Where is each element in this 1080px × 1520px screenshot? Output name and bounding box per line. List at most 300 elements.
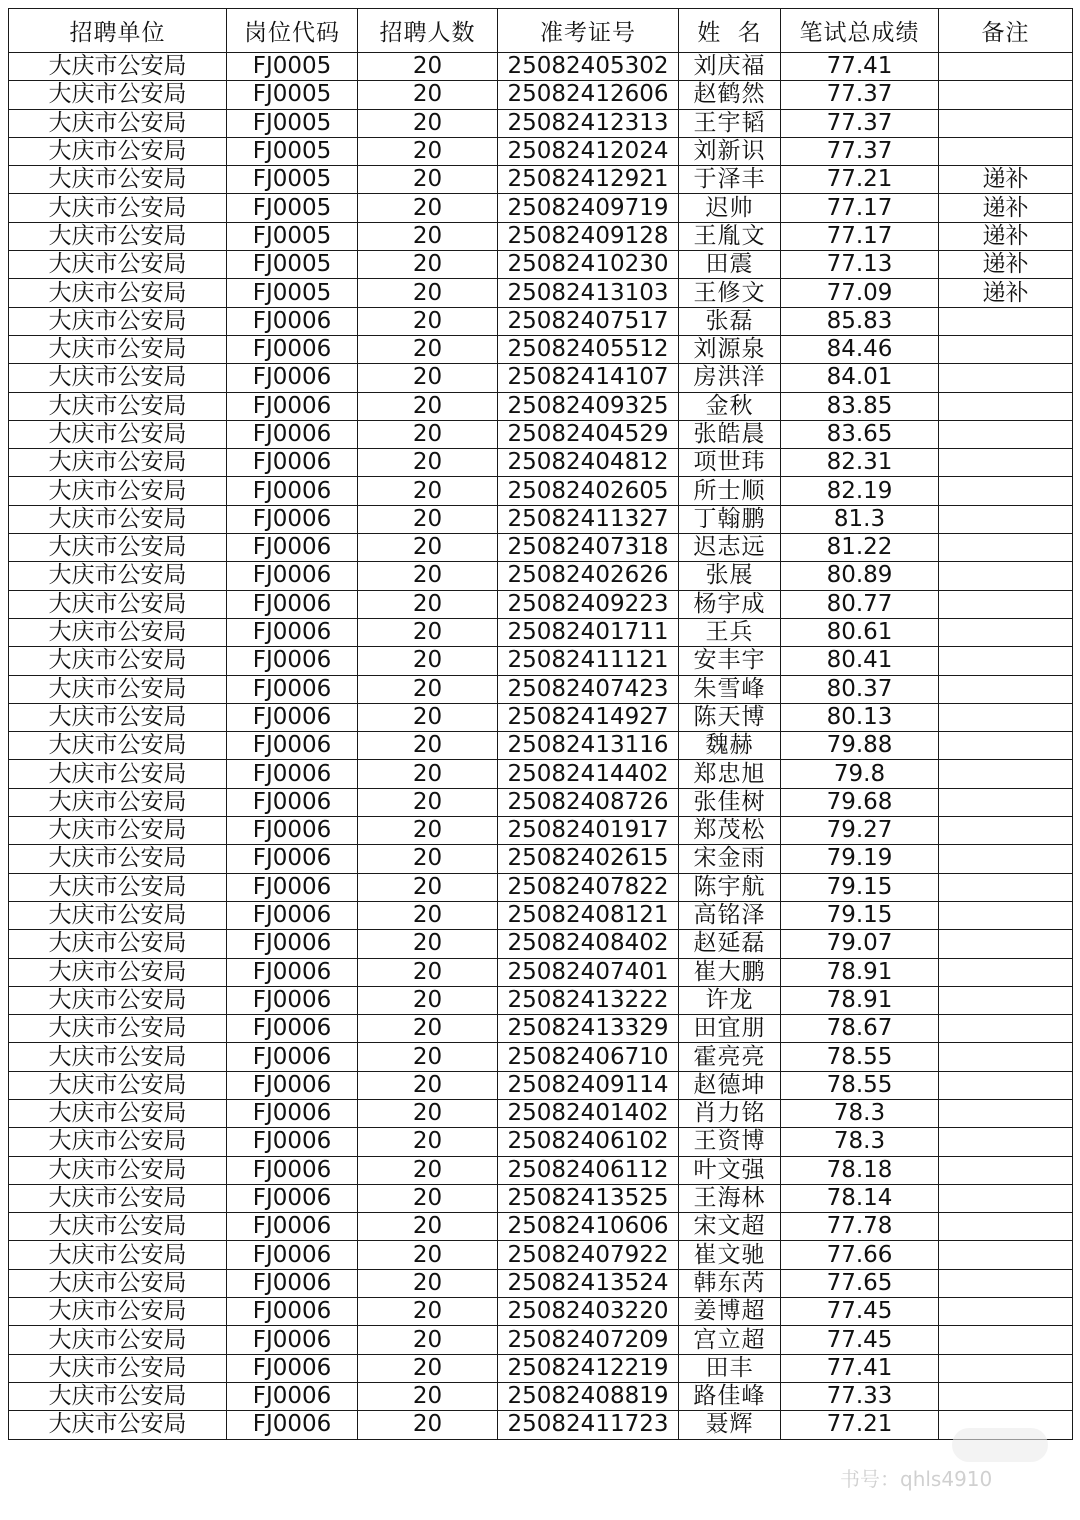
table-row [9, 1411, 1073, 1439]
cell-position-code: FJ0006 [227, 703, 358, 731]
cell-position-code: FJ0006 [227, 307, 358, 335]
cell-position-code: FJ0006 [227, 1184, 358, 1212]
header-admission-number: 准考证号 [498, 9, 679, 53]
table-row [9, 251, 1073, 279]
cell-admission-number: 25082409223 [498, 590, 679, 618]
cell-position-code: FJ0006 [227, 534, 358, 562]
cell-employer: 大庆市公安局 [9, 392, 227, 420]
table-row [9, 279, 1073, 307]
cell-remark [939, 1326, 1073, 1354]
cell-name: 杨宇成 [679, 590, 781, 618]
cell-admission-number: 25082409128 [498, 222, 679, 250]
cell-remark: 递补 [939, 222, 1073, 250]
cell-position-code: FJ0005 [227, 222, 358, 250]
cell-written-score: 80.13 [781, 703, 939, 731]
cell-remark [939, 1354, 1073, 1382]
cell-admission-number: 25082412921 [498, 166, 679, 194]
cell-hiring-count: 20 [358, 1015, 498, 1043]
cell-admission-number: 25082401402 [498, 1099, 679, 1127]
cell-hiring-count: 20 [358, 194, 498, 222]
cell-admission-number: 25082407209 [498, 1326, 679, 1354]
cell-employer: 大庆市公安局 [9, 675, 227, 703]
cell-written-score: 77.41 [781, 1354, 939, 1382]
cell-hiring-count: 20 [358, 1298, 498, 1326]
cell-position-code: FJ0006 [227, 1241, 358, 1269]
cell-name: 项世玮 [679, 449, 781, 477]
table-row [9, 1099, 1073, 1127]
cell-hiring-count: 20 [358, 760, 498, 788]
cell-admission-number: 25082411723 [498, 1411, 679, 1439]
cell-admission-number: 25082402605 [498, 477, 679, 505]
table-row [9, 703, 1073, 731]
cell-position-code: FJ0006 [227, 760, 358, 788]
cell-name: 赵鹤然 [679, 81, 781, 109]
table-row [9, 137, 1073, 165]
cell-written-score: 77.45 [781, 1326, 939, 1354]
cell-hiring-count: 20 [358, 1269, 498, 1297]
table-row [9, 53, 1073, 81]
cell-hiring-count: 20 [358, 1354, 498, 1382]
cell-position-code: FJ0006 [227, 477, 358, 505]
cell-position-code: FJ0005 [227, 53, 358, 81]
cell-position-code: FJ0006 [227, 1382, 358, 1410]
cell-remark [939, 1269, 1073, 1297]
cell-hiring-count: 20 [358, 222, 498, 250]
table-row [9, 562, 1073, 590]
cell-position-code: FJ0006 [227, 449, 358, 477]
cell-position-code: FJ0006 [227, 1298, 358, 1326]
cell-name: 张皓晨 [679, 420, 781, 448]
cell-employer: 大庆市公安局 [9, 1099, 227, 1127]
cell-name: 宫立超 [679, 1326, 781, 1354]
cell-hiring-count: 20 [358, 81, 498, 109]
cell-hiring-count: 20 [358, 364, 498, 392]
cell-written-score: 80.61 [781, 618, 939, 646]
cell-name: 郑茂松 [679, 817, 781, 845]
cell-remark [939, 845, 1073, 873]
table-row [9, 109, 1073, 137]
cell-written-score: 85.83 [781, 307, 939, 335]
cell-remark [939, 1071, 1073, 1099]
cell-remark [939, 53, 1073, 81]
cell-admission-number: 25082412024 [498, 137, 679, 165]
cell-name: 姜博超 [679, 1298, 781, 1326]
cell-written-score: 77.65 [781, 1269, 939, 1297]
cell-employer: 大庆市公安局 [9, 477, 227, 505]
cell-remark: 递补 [939, 194, 1073, 222]
cell-remark [939, 307, 1073, 335]
cell-employer: 大庆市公安局 [9, 1128, 227, 1156]
cell-position-code: FJ0006 [227, 590, 358, 618]
cell-admission-number: 25082407423 [498, 675, 679, 703]
cell-hiring-count: 20 [358, 703, 498, 731]
cell-position-code: FJ0005 [227, 279, 358, 307]
cell-written-score: 77.41 [781, 53, 939, 81]
cell-remark [939, 1043, 1073, 1071]
cell-written-score: 78.67 [781, 1015, 939, 1043]
cell-employer: 大庆市公安局 [9, 618, 227, 646]
cell-written-score: 77.17 [781, 194, 939, 222]
cell-remark [939, 732, 1073, 760]
cell-name: 房洪洋 [679, 364, 781, 392]
cell-written-score: 79.88 [781, 732, 939, 760]
cell-position-code: FJ0006 [227, 1043, 358, 1071]
cell-position-code: FJ0005 [227, 81, 358, 109]
watermark-text: 书号：qhls4910 [840, 1467, 993, 1491]
cell-employer: 大庆市公安局 [9, 1213, 227, 1241]
cell-admission-number: 25082402615 [498, 845, 679, 873]
cell-position-code: FJ0006 [227, 647, 358, 675]
table-row [9, 873, 1073, 901]
table-row [9, 449, 1073, 477]
cell-position-code: FJ0006 [227, 1156, 358, 1184]
cell-admission-number: 25082401711 [498, 618, 679, 646]
cell-written-score: 81.22 [781, 534, 939, 562]
cell-hiring-count: 20 [358, 251, 498, 279]
cell-written-score: 78.91 [781, 986, 939, 1014]
cell-employer: 大庆市公安局 [9, 1382, 227, 1410]
cell-hiring-count: 20 [358, 1128, 498, 1156]
cell-remark [939, 1298, 1073, 1326]
cell-hiring-count: 20 [358, 732, 498, 760]
cell-remark [939, 760, 1073, 788]
cell-name: 王资博 [679, 1128, 781, 1156]
cell-name: 霍亮亮 [679, 1043, 781, 1071]
cell-employer: 大庆市公安局 [9, 137, 227, 165]
table-row [9, 1269, 1073, 1297]
cell-admission-number: 25082407517 [498, 307, 679, 335]
cell-employer: 大庆市公安局 [9, 307, 227, 335]
cell-remark [939, 675, 1073, 703]
cell-remark: 递补 [939, 251, 1073, 279]
cell-written-score: 82.31 [781, 449, 939, 477]
cell-hiring-count: 20 [358, 618, 498, 646]
cell-hiring-count: 20 [358, 590, 498, 618]
cell-employer: 大庆市公安局 [9, 703, 227, 731]
cell-remark [939, 1382, 1073, 1410]
cell-written-score: 82.19 [781, 477, 939, 505]
cell-remark [939, 703, 1073, 731]
cell-written-score: 77.45 [781, 1298, 939, 1326]
cell-remark [939, 364, 1073, 392]
cell-name: 宋金雨 [679, 845, 781, 873]
cell-position-code: FJ0006 [227, 1099, 358, 1127]
cell-remark [939, 873, 1073, 901]
cell-position-code: FJ0006 [227, 1128, 358, 1156]
cell-remark [939, 109, 1073, 137]
cell-remark [939, 618, 1073, 646]
cell-employer: 大庆市公安局 [9, 534, 227, 562]
cell-remark [939, 1241, 1073, 1269]
cell-remark [939, 986, 1073, 1014]
cell-hiring-count: 20 [358, 392, 498, 420]
table-row [9, 1298, 1073, 1326]
cell-position-code: FJ0006 [227, 618, 358, 646]
table-row [9, 732, 1073, 760]
cell-remark [939, 1184, 1073, 1212]
cell-admission-number: 25082409325 [498, 392, 679, 420]
cell-hiring-count: 20 [358, 279, 498, 307]
table-row [9, 647, 1073, 675]
cell-position-code: FJ0006 [227, 986, 358, 1014]
cell-position-code: FJ0006 [227, 1015, 358, 1043]
cell-admission-number: 25082408121 [498, 901, 679, 929]
cell-hiring-count: 20 [358, 986, 498, 1014]
cell-name: 田丰 [679, 1354, 781, 1382]
cell-remark [939, 1099, 1073, 1127]
table-row [9, 222, 1073, 250]
cell-position-code: FJ0006 [227, 335, 358, 363]
cell-admission-number: 25082413329 [498, 1015, 679, 1043]
cell-employer: 大庆市公安局 [9, 1326, 227, 1354]
cell-name: 崔文驰 [679, 1241, 781, 1269]
header-employer: 招聘单位 [9, 9, 227, 53]
table-row [9, 1128, 1073, 1156]
cell-hiring-count: 20 [358, 307, 498, 335]
cell-name: 刘源泉 [679, 335, 781, 363]
cell-name: 许龙 [679, 986, 781, 1014]
cell-employer: 大庆市公安局 [9, 251, 227, 279]
cell-remark [939, 420, 1073, 448]
cell-written-score: 77.37 [781, 109, 939, 137]
cell-name: 刘庆福 [679, 53, 781, 81]
table-row [9, 930, 1073, 958]
cell-admission-number: 25082412606 [498, 81, 679, 109]
cell-employer: 大庆市公安局 [9, 53, 227, 81]
cell-written-score: 79.15 [781, 901, 939, 929]
cell-admission-number: 25082410230 [498, 251, 679, 279]
cell-admission-number: 25082407401 [498, 958, 679, 986]
cell-employer: 大庆市公安局 [9, 1184, 227, 1212]
cell-written-score: 79.27 [781, 817, 939, 845]
cell-employer: 大庆市公安局 [9, 420, 227, 448]
cell-admission-number: 25082413103 [498, 279, 679, 307]
cell-employer: 大庆市公安局 [9, 647, 227, 675]
cell-written-score: 77.37 [781, 137, 939, 165]
cell-admission-number: 25082409114 [498, 1071, 679, 1099]
cell-hiring-count: 20 [358, 817, 498, 845]
cell-name: 于泽丰 [679, 166, 781, 194]
cell-hiring-count: 20 [358, 958, 498, 986]
table-row [9, 1382, 1073, 1410]
cell-employer: 大庆市公安局 [9, 901, 227, 929]
cell-position-code: FJ0005 [227, 109, 358, 137]
cell-written-score: 79.07 [781, 930, 939, 958]
cell-admission-number: 25082414107 [498, 364, 679, 392]
cell-admission-number: 25082404529 [498, 420, 679, 448]
header-written-score: 笔试总成绩 [781, 9, 939, 53]
table-row [9, 845, 1073, 873]
cell-name: 王兵 [679, 618, 781, 646]
cell-remark [939, 1128, 1073, 1156]
cell-hiring-count: 20 [358, 420, 498, 448]
cell-admission-number: 25082408819 [498, 1382, 679, 1410]
table-row [9, 1184, 1073, 1212]
cell-position-code: FJ0005 [227, 166, 358, 194]
cell-admission-number: 25082414927 [498, 703, 679, 731]
cell-admission-number: 25082401917 [498, 817, 679, 845]
cell-position-code: FJ0005 [227, 251, 358, 279]
table-row [9, 1156, 1073, 1184]
cell-hiring-count: 20 [358, 1241, 498, 1269]
cell-remark [939, 449, 1073, 477]
cell-name: 安丰宇 [679, 647, 781, 675]
cell-remark [939, 335, 1073, 363]
cell-position-code: FJ0006 [227, 505, 358, 533]
header-position-code: 岗位代码 [227, 9, 358, 53]
table-row [9, 1241, 1073, 1269]
cell-written-score: 79.8 [781, 760, 939, 788]
cell-position-code: FJ0006 [227, 958, 358, 986]
table-row [9, 958, 1073, 986]
cell-remark [939, 505, 1073, 533]
cell-employer: 大庆市公安局 [9, 590, 227, 618]
cell-hiring-count: 20 [358, 335, 498, 363]
cell-admission-number: 25082413222 [498, 986, 679, 1014]
cell-hiring-count: 20 [358, 1156, 498, 1184]
cell-written-score: 78.14 [781, 1184, 939, 1212]
table-row [9, 335, 1073, 363]
cell-written-score: 80.41 [781, 647, 939, 675]
cell-written-score: 77.33 [781, 1382, 939, 1410]
cell-employer: 大庆市公安局 [9, 986, 227, 1014]
table-row [9, 817, 1073, 845]
cell-written-score: 77.13 [781, 251, 939, 279]
cell-position-code: FJ0006 [227, 1071, 358, 1099]
cell-name: 张磊 [679, 307, 781, 335]
cell-hiring-count: 20 [358, 166, 498, 194]
cell-written-score: 78.55 [781, 1071, 939, 1099]
cell-admission-number: 25082408402 [498, 930, 679, 958]
cell-position-code: FJ0006 [227, 1354, 358, 1382]
cell-written-score: 78.18 [781, 1156, 939, 1184]
cell-name: 金秋 [679, 392, 781, 420]
cell-employer: 大庆市公安局 [9, 958, 227, 986]
cell-hiring-count: 20 [358, 1099, 498, 1127]
cell-name: 丁翰鹏 [679, 505, 781, 533]
cell-position-code: FJ0006 [227, 873, 358, 901]
cell-position-code: FJ0006 [227, 364, 358, 392]
header-remark: 备注 [939, 9, 1073, 53]
cell-admission-number: 25082405302 [498, 53, 679, 81]
cell-admission-number: 25082406112 [498, 1156, 679, 1184]
cell-written-score: 84.01 [781, 364, 939, 392]
cell-position-code: FJ0006 [227, 675, 358, 703]
table-row [9, 307, 1073, 335]
cell-position-code: FJ0006 [227, 1213, 358, 1241]
cell-remark [939, 958, 1073, 986]
cell-name: 王修文 [679, 279, 781, 307]
cell-employer: 大庆市公安局 [9, 222, 227, 250]
header-row [9, 9, 1073, 53]
cell-name: 朱雪峰 [679, 675, 781, 703]
cell-employer: 大庆市公安局 [9, 166, 227, 194]
cell-name: 迟志远 [679, 534, 781, 562]
cell-name: 肖力铭 [679, 1099, 781, 1127]
cell-employer: 大庆市公安局 [9, 1354, 227, 1382]
cell-name: 聂辉 [679, 1411, 781, 1439]
cell-remark [939, 1156, 1073, 1184]
cell-admission-number: 25082407922 [498, 1241, 679, 1269]
cell-position-code: FJ0006 [227, 562, 358, 590]
table-row [9, 1354, 1073, 1382]
cell-written-score: 78.3 [781, 1128, 939, 1156]
cell-written-score: 77.78 [781, 1213, 939, 1241]
cell-name: 陈天博 [679, 703, 781, 731]
cell-position-code: FJ0006 [227, 930, 358, 958]
cell-written-score: 79.19 [781, 845, 939, 873]
cell-position-code: FJ0006 [227, 1269, 358, 1297]
cell-employer: 大庆市公安局 [9, 81, 227, 109]
cell-hiring-count: 20 [358, 109, 498, 137]
cell-remark [939, 817, 1073, 845]
cell-written-score: 84.46 [781, 335, 939, 363]
cell-employer: 大庆市公安局 [9, 505, 227, 533]
cell-employer: 大庆市公安局 [9, 1156, 227, 1184]
cell-written-score: 77.66 [781, 1241, 939, 1269]
cell-hiring-count: 20 [358, 647, 498, 675]
cell-name: 高铭泽 [679, 901, 781, 929]
cell-name: 王海林 [679, 1184, 781, 1212]
cell-employer: 大庆市公安局 [9, 760, 227, 788]
table-row [9, 901, 1073, 929]
cell-written-score: 83.65 [781, 420, 939, 448]
cell-employer: 大庆市公安局 [9, 1071, 227, 1099]
table-row [9, 534, 1073, 562]
cell-hiring-count: 20 [358, 477, 498, 505]
cell-employer: 大庆市公安局 [9, 562, 227, 590]
table-row [9, 364, 1073, 392]
cell-hiring-count: 20 [358, 534, 498, 562]
cell-employer: 大庆市公安局 [9, 845, 227, 873]
cell-name: 郑忠旭 [679, 760, 781, 788]
cell-employer: 大庆市公安局 [9, 1269, 227, 1297]
cell-name: 赵延磊 [679, 930, 781, 958]
cell-remark: 递补 [939, 279, 1073, 307]
cell-employer: 大庆市公安局 [9, 1298, 227, 1326]
cell-hiring-count: 20 [358, 137, 498, 165]
cell-hiring-count: 20 [358, 1411, 498, 1439]
cell-admission-number: 25082411327 [498, 505, 679, 533]
cell-name: 田宜朋 [679, 1015, 781, 1043]
watermark-logo [952, 1428, 1048, 1462]
cell-name: 宋文超 [679, 1213, 781, 1241]
cell-admission-number: 25082413116 [498, 732, 679, 760]
cell-remark [939, 534, 1073, 562]
header-name: 姓 名 [679, 9, 781, 53]
cell-name: 路佳峰 [679, 1382, 781, 1410]
cell-hiring-count: 20 [358, 505, 498, 533]
table-row [9, 760, 1073, 788]
cell-written-score: 77.17 [781, 222, 939, 250]
table-row [9, 1326, 1073, 1354]
cell-admission-number: 25082413524 [498, 1269, 679, 1297]
table-row [9, 675, 1073, 703]
cell-remark [939, 392, 1073, 420]
cell-written-score: 78.55 [781, 1043, 939, 1071]
cell-hiring-count: 20 [358, 788, 498, 816]
cell-name: 所士顺 [679, 477, 781, 505]
cell-name: 崔大鹏 [679, 958, 781, 986]
table-row [9, 194, 1073, 222]
cell-hiring-count: 20 [358, 675, 498, 703]
cell-remark [939, 788, 1073, 816]
cell-admission-number: 25082410606 [498, 1213, 679, 1241]
cell-written-score: 78.91 [781, 958, 939, 986]
cell-admission-number: 25082404812 [498, 449, 679, 477]
cell-employer: 大庆市公安局 [9, 788, 227, 816]
cell-written-score: 83.85 [781, 392, 939, 420]
